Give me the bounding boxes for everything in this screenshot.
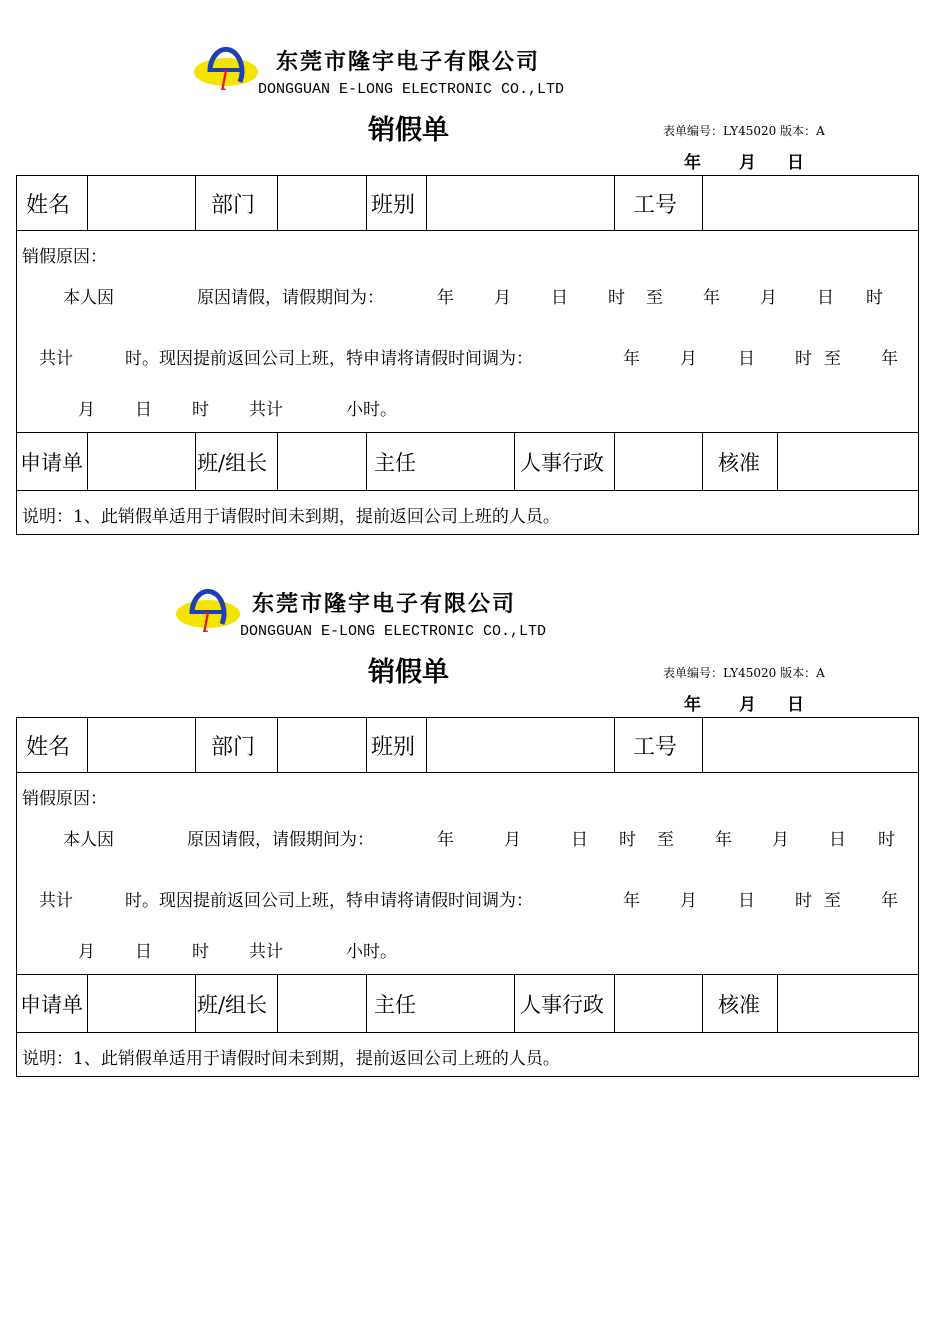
reason-line-3: 月 日 时 共计 小时。 xyxy=(78,400,397,420)
company-name-en: DONGGUAN E-LONG ELECTRONIC CO.,LTD xyxy=(258,81,565,98)
date-line xyxy=(684,148,804,173)
reason-line-1: 本人因 原因请假，请假期间为： 年 月 日 时 至 年 月 日 时 xyxy=(63,288,883,308)
form-title: 销假单 xyxy=(368,657,449,688)
date-day[interactable]: 日 xyxy=(787,153,804,173)
form-note: 说明：1、此销假单适用于请假时间未到期，提前返回公司上班的人员。 xyxy=(22,1049,560,1069)
leave-cancel-form-1 xyxy=(0,0,950,542)
employee-id-label: 工号 xyxy=(633,735,678,760)
company-logo-icon xyxy=(174,584,242,644)
approval-label: 核准 xyxy=(718,993,760,1017)
employee-id-label: 工号 xyxy=(633,193,678,218)
reason-title: 销假原因： xyxy=(22,247,107,267)
date-line xyxy=(684,690,804,715)
reason-line-2: 共计 时。现因提前返回公司上班，特申请将请假时间调为： 年 月 日 时 至 年 xyxy=(39,891,898,911)
company-name-en: DONGGUAN E-LONG ELECTRONIC CO.,LTD xyxy=(240,623,547,640)
form-number: 表单编号：LY45020 版本：A xyxy=(663,666,825,680)
date-month[interactable]: 月 xyxy=(739,695,756,715)
date-year[interactable]: 年 xyxy=(684,695,701,715)
svg-text:l: l xyxy=(202,609,211,639)
name-label: 姓名 xyxy=(26,193,71,218)
team-leader-label: 班/组长 xyxy=(197,993,268,1017)
director-label: 主任 xyxy=(374,993,416,1017)
applicant-label: 申请单 xyxy=(20,993,83,1017)
company-logo-icon xyxy=(192,42,260,102)
hr-admin-label: 人事行政 xyxy=(520,451,604,475)
reason-title: 销假原因： xyxy=(22,789,107,809)
form-title: 销假单 xyxy=(368,115,449,146)
form-table xyxy=(16,717,919,1077)
reason-line-2: 共计 时。现因提前返回公司上班，特申请将请假时间调为： 年 月 日 时 至 年 xyxy=(39,349,898,369)
date-year[interactable]: 年 xyxy=(684,153,701,173)
applicant-label: 申请单 xyxy=(20,451,83,475)
shift-label: 班别 xyxy=(371,193,416,218)
team-leader-label: 班/组长 xyxy=(197,451,268,475)
date-day[interactable]: 日 xyxy=(787,695,804,715)
reason-line-3: 月 日 时 共计 小时。 xyxy=(78,942,397,962)
svg-text:l: l xyxy=(220,67,229,97)
hr-admin-label: 人事行政 xyxy=(520,993,604,1017)
director-label: 主任 xyxy=(374,451,416,475)
name-label: 姓名 xyxy=(26,735,71,760)
date-month[interactable]: 月 xyxy=(739,153,756,173)
form-number: 表单编号：LY45020 版本：A xyxy=(663,124,825,138)
approval-label: 核准 xyxy=(718,451,760,475)
dept-label: 部门 xyxy=(211,735,256,760)
form-table xyxy=(16,175,919,535)
reason-line-1: 本人因 原因请假，请假期间为： 年 月 日 时 至 年 月 日 时 xyxy=(63,830,895,850)
company-name-cn: 东莞市隆宇电子有限公司 xyxy=(252,591,517,617)
company-name-cn: 东莞市隆宇电子有限公司 xyxy=(276,49,541,75)
dept-label: 部门 xyxy=(211,193,256,218)
leave-cancel-form-2 xyxy=(0,542,950,1084)
shift-label: 班别 xyxy=(371,735,416,760)
form-note: 说明：1、此销假单适用于请假时间未到期，提前返回公司上班的人员。 xyxy=(22,507,560,527)
